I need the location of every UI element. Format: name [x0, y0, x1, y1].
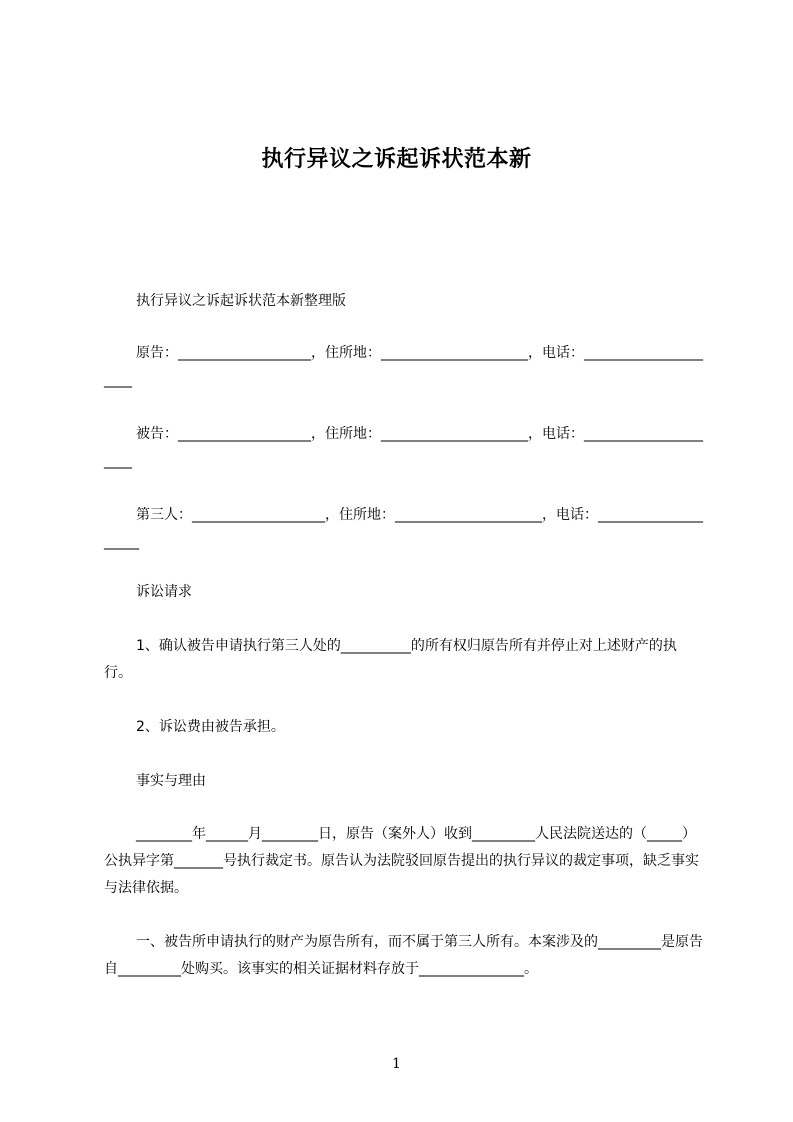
subtitle-paragraph: 执行异议之诉起诉状范本新整理版: [136, 293, 346, 309]
claim-1-paragraph: 1、确认被告申请执行第三人处的__________的所有权归原告所有并停止对上述财产的执行。: [104, 638, 677, 681]
defendant-paragraph: 被告：___________________，住所地：_____________________，电话：_____________________: [104, 426, 703, 469]
claim-2-paragraph: 2、诉讼费由被告承担。: [136, 719, 285, 735]
facts-paragraph: ________年______月________日，原告（案外人）收到_________人民法院送达的（_____）公执异字第_______号执行裁定书。原告认为法院驳回原告提出的执行异议的裁定事项，缺乏事实与法律依据。: [104, 826, 699, 896]
facts-heading: 事实与理由: [136, 773, 206, 789]
page-number: 1: [392, 1056, 401, 1072]
document-title: 执行异议之诉起诉状范本新: [261, 147, 532, 172]
reason-1-paragraph: 一、被告所申请执行的财产为原告所有，而不属于第三人所有。本案涉及的_________是原告自_________处购买。该事实的相关证据材料存放于_______________。: [104, 934, 703, 977]
plaintiff-paragraph: 原告：___________________，住所地：_____________________，电话：_____________________: [104, 345, 703, 388]
third-party-paragraph: 第三人：___________________，住所地：_____________________，电话：____________________: [104, 507, 703, 550]
claims-heading: 诉讼请求: [136, 584, 192, 600]
